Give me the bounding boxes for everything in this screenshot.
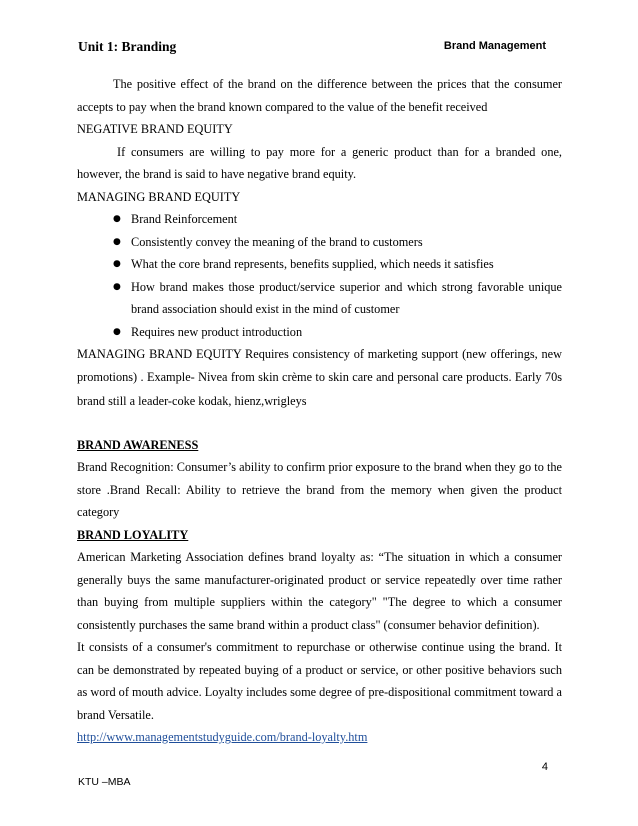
list-item xyxy=(113,321,562,344)
list-item-text: Consistently convey the meaning of the brand to customers xyxy=(131,234,423,249)
list-item-text: What the core brand represents, benefits supplied, which needs it satisfies xyxy=(131,257,494,271)
paragraph-negative-brand-equity: If consumers are willing to pay more for a generic product than for a branded one, however, the brand is said to have negative brand equity. xyxy=(77,144,562,181)
paragraph-managing-brand-equity-support xyxy=(77,343,562,413)
paragraph-text: MANAGING BRAND EQUITY Requires consistency of marketing support (new offerings, new promotions) . Example- Nivea from skin crème to skin care and personal care products. xyxy=(77,347,562,384)
page-header xyxy=(78,39,546,57)
page-number: 4 xyxy=(541,761,548,773)
paragraph-brand-loyalty-commitment: It consists of a consumer's commitment to repurchase or otherwise continue using the brand. It can be demonstrated by repeated buying of a product or service, or other positive behaviors such as word of mouth advice. Loyalty includes some degree of pre-dispositional commitment toward a brand Versatile. xyxy=(77,640,562,722)
list-item xyxy=(113,276,562,321)
list-item-text: Brand Reinforcement xyxy=(131,212,238,226)
reference-link-row xyxy=(77,726,562,749)
reference-link[interactable]: http://www.managementstudyguide.com/brand-loyalty.htm xyxy=(77,730,368,744)
document-body xyxy=(77,73,562,749)
list-item-text: How brand makes those product/service superior and which strong favorable unique brand association should exist in the mind of customer xyxy=(131,279,562,316)
paragraph-positive-effect: The positive effect of the brand on the difference between the prices that the consumer accepts to pay when the brand known compared to the value of the benefit received xyxy=(77,77,562,114)
heading-managing-brand-equity: MANAGING BRAND EQUITY xyxy=(77,189,241,204)
spacer xyxy=(77,413,562,434)
bullet-icon: ● xyxy=(113,281,121,292)
list-item xyxy=(113,231,562,254)
footer-label: KTU –MBA xyxy=(78,776,131,788)
list-item-text: Requires new product introduction xyxy=(131,324,303,339)
paragraph-brand-awareness: Brand Recognition: Consumer’s ability to confirm prior exposure to the brand when they go to the store .Brand Recall: Ability to retrieve the brand from the memory when given the product category xyxy=(77,460,562,519)
heading-brand-loyalty: BRAND LOYALITY xyxy=(77,527,189,542)
bullet-icon: ● xyxy=(113,214,121,224)
header-unit-title: Unit 1: Branding xyxy=(78,39,177,54)
managing-brand-equity-list xyxy=(77,208,562,343)
paragraph-brand-loyalty-definition: American Marketing Association defines brand loyalty as: “The situation in which a consumer generally buys the same manufacturer-originated product or service repeatedly over time rather than buying from multiple suppliers within the category" "The degree to which a consumer consistently purchases the same brand within a product class" (consumer behavior definition). xyxy=(77,550,562,632)
bullet-icon: ● xyxy=(113,236,121,247)
bullet-icon: ● xyxy=(113,326,121,337)
paragraph-text: Early 70s brand still a leader-coke kodak, hienz,wrigleys xyxy=(77,369,563,408)
bullet-icon: ● xyxy=(113,259,121,269)
heading-brand-awareness: BRAND AWARENESS xyxy=(77,437,199,452)
header-course-title: Brand Management xyxy=(443,40,546,52)
list-item xyxy=(113,253,562,276)
heading-negative-brand-equity: NEGATIVE BRAND EQUITY xyxy=(77,122,233,136)
list-item xyxy=(113,208,562,231)
